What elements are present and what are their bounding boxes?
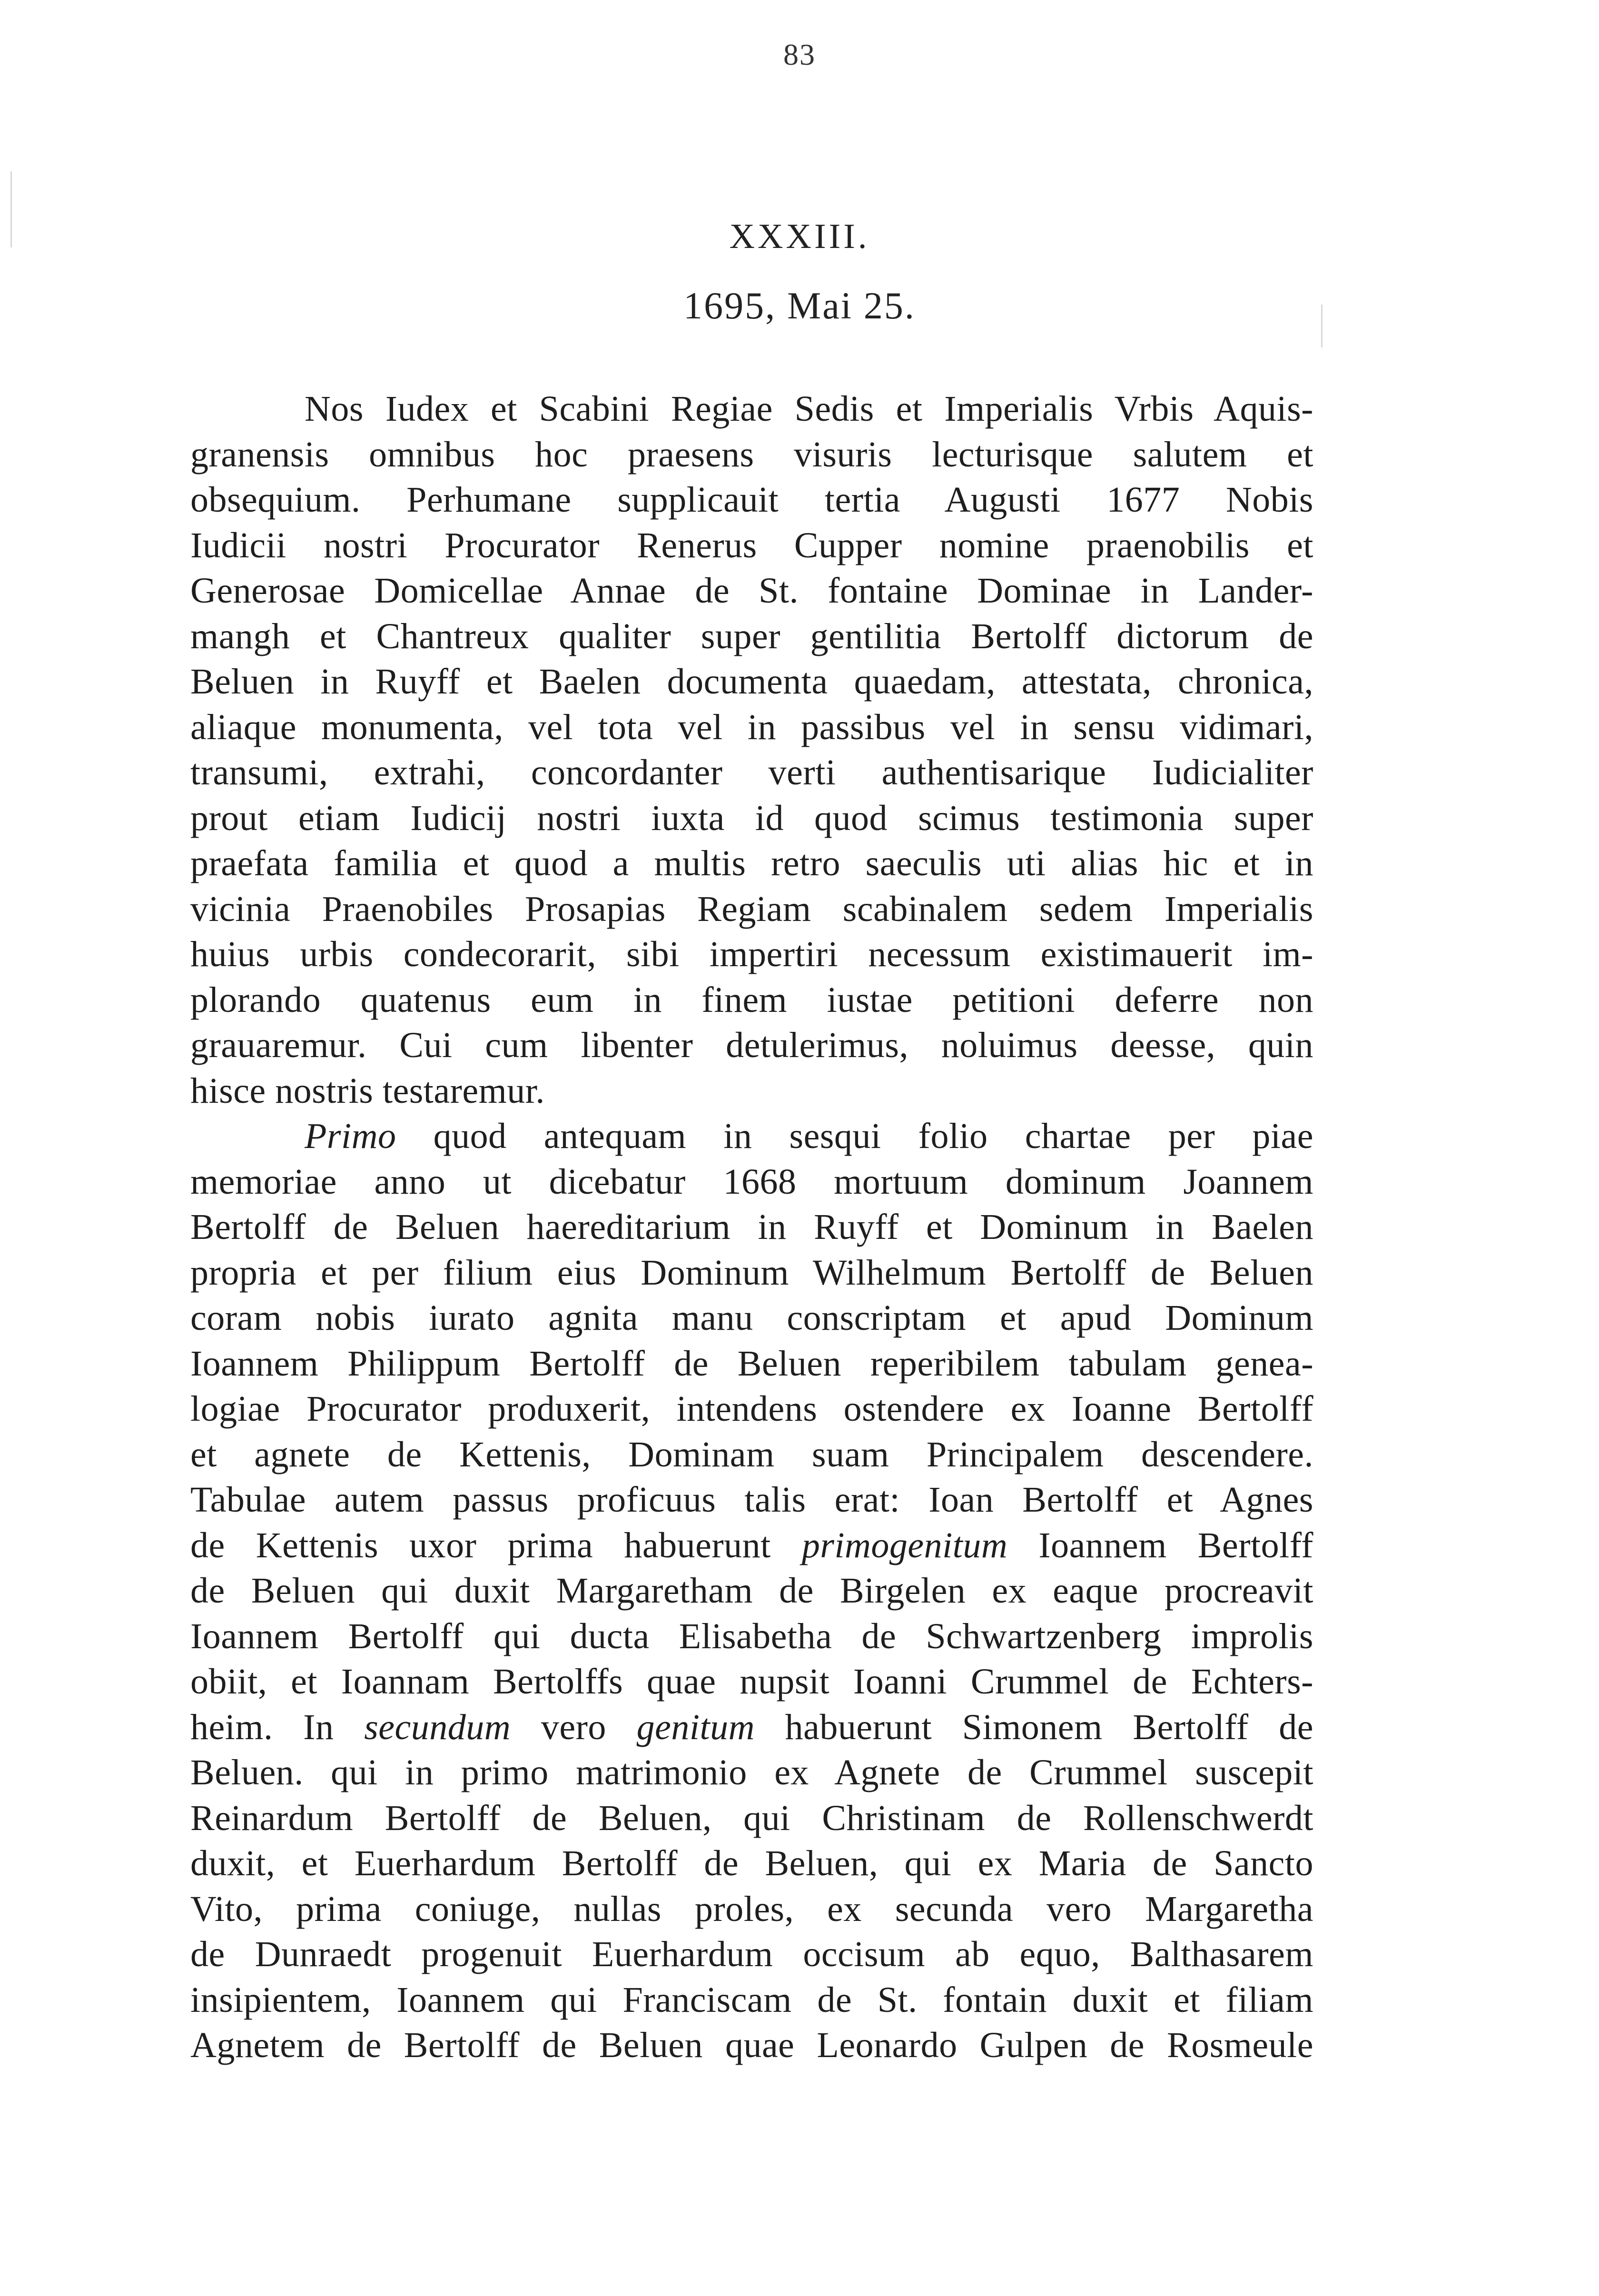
text-run: transumi, extrahi, concordanter verti authentisarique Iudicialiter <box>190 752 1313 792</box>
text-line <box>190 1386 1313 1432</box>
text-line <box>190 568 1313 614</box>
text-line <box>190 1069 1313 1114</box>
text-run: Agnetem de Bertolff de Beluen quae Leonardo Gulpen de Rosmeule <box>190 2025 1313 2065</box>
text-line <box>190 1705 1313 1751</box>
text-line <box>190 1659 1313 1705</box>
text-run: granensis omnibus hoc praesens visuris lecturisque salutem et <box>190 434 1313 475</box>
text-run: Beluen. qui in primo matrimonio ex Agnete de Crummel suscepit <box>190 1752 1313 1792</box>
text-run: insipientem, Ioannem qui Franciscam de St. fontain duxit et filiam <box>190 1979 1313 2020</box>
scan-artifact-right <box>1321 305 1323 347</box>
text-line <box>190 1932 1313 1978</box>
text-run: praefata familia et quod a multis retro saeculis uti alias hic et in <box>190 843 1313 883</box>
text-line <box>190 386 1313 432</box>
text-run: aliaque monumenta, vel tota vel in passibus vel in sensu vidimari, <box>190 707 1313 747</box>
document-date: 1695, Mai 25. <box>683 285 916 327</box>
text-line <box>190 841 1313 887</box>
text-line <box>190 932 1313 978</box>
text-line <box>190 796 1313 841</box>
text-run: logiae Procurator produxerit, intendens ostendere ex Ioanne Bertolff <box>190 1389 1313 1429</box>
text-line <box>190 1887 1313 1932</box>
text-run: Iudicii nostri Procurator Renerus Cupper nomine praenobilis et <box>190 525 1313 565</box>
text-line <box>190 477 1313 523</box>
text-run: Ioannem Bertolff <box>1007 1525 1313 1565</box>
text-run: mangh et Chantreux qualiter super gentilitia Bertolff dictorum de <box>190 616 1313 656</box>
text-line <box>190 432 1313 478</box>
scan-artifact-left <box>10 171 12 247</box>
text-run: et agnete de Kettenis, Dominam suam Principalem descendere. <box>190 1434 1313 1475</box>
text-run: plorando quatenus eum in finem iustae petitioni deferre non <box>190 980 1313 1020</box>
text-run: quod antequam in sesqui folio chartae per piae <box>396 1116 1313 1156</box>
text-line <box>190 1796 1313 1841</box>
text-line <box>190 659 1313 705</box>
text-run: de Kettenis uxor prima habuerunt <box>190 1525 802 1565</box>
text-run: propria et per filium eius Dominum Wilhelmum Bertolff de Beluen <box>190 1252 1313 1293</box>
page-number: 83 <box>783 38 816 71</box>
text-line <box>190 705 1313 751</box>
text-run: huius urbis condecorarit, sibi impertiri necessum existimauerit im- <box>190 934 1313 974</box>
italic-term: Primo <box>305 1116 396 1156</box>
text-line <box>190 1978 1313 2023</box>
text-run: obsequium. Perhumane supplicauit tertia Augusti 1677 Nobis <box>190 480 1313 520</box>
text-line <box>190 1523 1313 1569</box>
text-line <box>190 2023 1313 2068</box>
text-line <box>190 1477 1313 1523</box>
text-run: Nos Iudex et Scabini Regiae Sedis et Imperialis Vrbis Aquis- <box>305 389 1313 429</box>
text-run: prout etiam Iudicij nostri iuxta id quod scimus testimonia super <box>190 798 1313 838</box>
italic-term: secundum <box>364 1707 511 1747</box>
text-run: Reinardum Bertolff de Beluen, qui Christinam de Rollenschwerdt <box>190 1798 1313 1838</box>
text-run: obiit, et Ioannam Bertolffs quae nupsit Ioanni Crummel de Echters- <box>190 1662 1313 1702</box>
text-run: de Dunraedt progenuit Euerhardum occisum ab equo, Balthasarem <box>190 1934 1313 1974</box>
text-run: de Beluen qui duxit Margaretham de Birgelen ex eaque procreavit <box>190 1571 1313 1611</box>
text-line <box>190 887 1313 932</box>
text-run: duxit, et Euerhardum Bertolff de Beluen, qui ex Maria de Sancto <box>190 1843 1313 1883</box>
document-number-heading: XXXIII. <box>729 217 870 256</box>
text-line <box>190 1205 1313 1250</box>
text-line <box>190 1614 1313 1660</box>
text-run: Ioannem Bertolff qui ducta Elisabetha de Schwartzenberg improlis <box>190 1616 1313 1656</box>
text-run: memoriae anno ut dicebatur 1668 mortuum dominum Joannem <box>190 1161 1313 1202</box>
text-line <box>190 1250 1313 1296</box>
text-line <box>190 1750 1313 1796</box>
text-line <box>190 1432 1313 1478</box>
text-line <box>190 1114 1313 1159</box>
text-line <box>190 614 1313 660</box>
text-line <box>190 1568 1313 1614</box>
text-line <box>190 1023 1313 1069</box>
text-run: Tabulae autem passus proficuus talis erat: Ioan Bertolff et Agnes <box>190 1480 1313 1520</box>
text-run: Bertolff de Beluen haereditarium in Ruyff et Dominum in Baelen <box>190 1207 1313 1247</box>
document-body <box>190 386 1313 2068</box>
italic-term: primogenitum <box>801 1525 1008 1565</box>
text-line <box>190 523 1313 569</box>
text-line <box>190 1296 1313 1341</box>
text-run: habuerunt Simonem Bertolff de <box>754 1707 1313 1747</box>
text-line <box>190 978 1313 1023</box>
text-run: Ioannem Philippum Bertolff de Beluen reperibilem tabulam genea- <box>190 1343 1313 1384</box>
italic-term: genitum <box>636 1707 755 1747</box>
text-run: Vito, prima coniuge, nullas proles, ex secunda vero Margaretha <box>190 1889 1313 1929</box>
text-run: vicinia Praenobiles Prosapias Regiam scabinalem sedem Imperialis <box>190 889 1313 929</box>
text-line <box>190 1841 1313 1887</box>
text-run: hisce nostris testaremur. <box>190 1070 545 1111</box>
text-line <box>190 1341 1313 1387</box>
text-run: coram nobis iurato agnita manu conscriptam et apud Dominum <box>190 1298 1313 1338</box>
text-line <box>190 1159 1313 1205</box>
text-run: Beluen in Ruyff et Baelen documenta quaedam, attestata, chronica, <box>190 662 1313 702</box>
text-run: Generosae Domicellae Annae de St. fontaine Dominae in Lander- <box>190 571 1313 611</box>
text-run: vero <box>511 1707 637 1747</box>
text-run: heim. In <box>190 1707 365 1747</box>
text-run: grauaremur. Cui cum libenter detulerimus, noluimus deesse, quin <box>190 1025 1313 1065</box>
text-line <box>190 750 1313 796</box>
